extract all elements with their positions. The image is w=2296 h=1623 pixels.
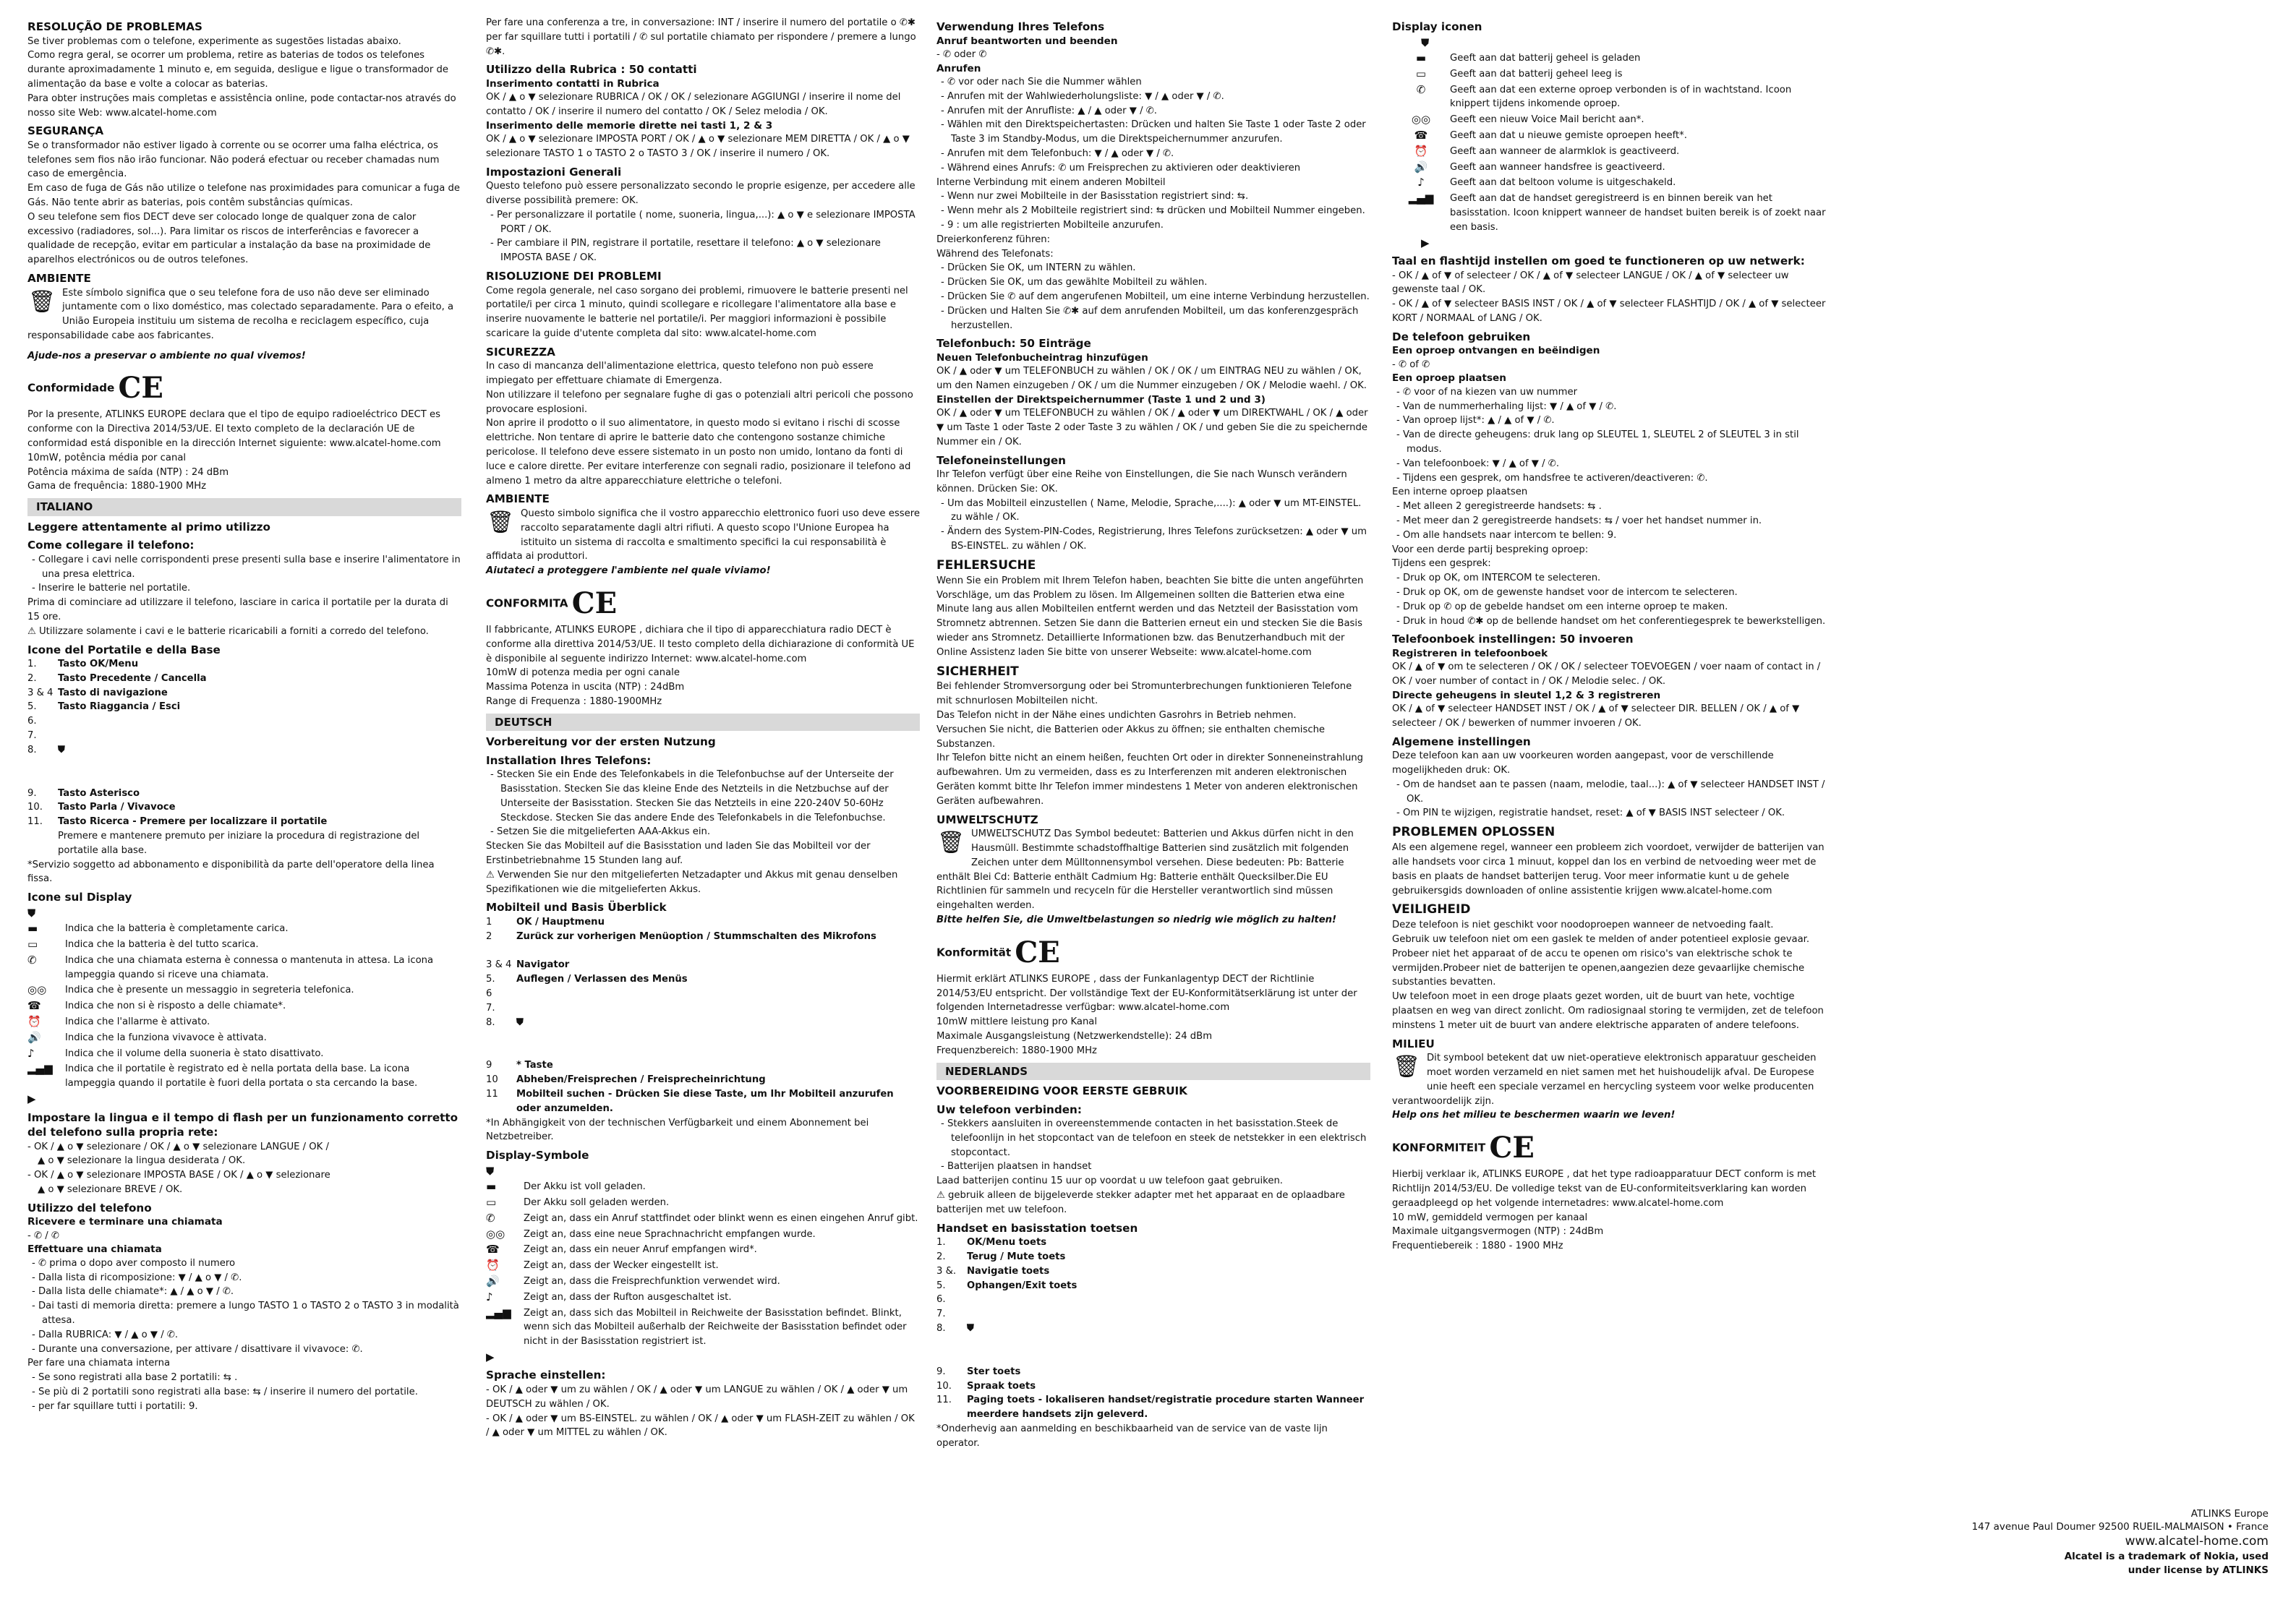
key-item: 2. Tasto Precedente / Cancella xyxy=(27,672,207,684)
list-item: - Van de directe geheugens: druk lang op SLEUTEL 1, SLEUTEL 2 of SLEUTEL 3 in stil modus. xyxy=(1396,429,1799,455)
paragraph: Voor een derde partij bespreking oproep: xyxy=(1392,544,1589,555)
ringer-off-icon: ♪ xyxy=(486,1290,493,1303)
key-item: 6 xyxy=(486,988,492,999)
paragraph: 10 mW, gemiddeld vermogen per kanaal xyxy=(1392,1212,1588,1223)
icon-row: ▂▄▆ Geeft aan dat de handset geregistreerd is en binnen bereik van het basisstation. Icoon knippert wanneer de handset buiten bereik is of zoekt naar een basis. xyxy=(1392,192,1826,234)
voicemail-icon: ◎◎ xyxy=(1411,113,1431,127)
speaker-icon: 🔊 xyxy=(1414,160,1428,174)
shield-icon: ⛊ xyxy=(486,1164,495,1178)
section-title: Telefonbuch: 50 Einträge xyxy=(936,337,1091,351)
section-title: Uw telefoon verbinden: xyxy=(936,1102,1082,1116)
weee-bin-icon: 🗑 xyxy=(486,509,515,535)
icon-row: 🔊 Indica che la funziona vivavoce è attivata. xyxy=(27,1030,267,1044)
alarm-icon: ⏰ xyxy=(27,1015,41,1029)
list-item: - Met meer dan 2 geregistreerde handsets: ⇆ / voer het handset nummer in. xyxy=(1396,515,1762,526)
icon-row: ▂▄▆ Zeigt an, dass sich das Mobilteil in Reichweite der Basisstation befindet. Blinkt, wenn sich das Mobilteil außerhalb der Reichweite der Basisstation befindet oder nicht in der Basisstation registriert ist. xyxy=(486,1306,907,1348)
instruction: - ✆ oder ✆ xyxy=(936,48,987,60)
section-title: AMBIENTE xyxy=(27,271,91,285)
paragraph: Premere e mantenere premuto per iniziare la procedura di registrazione del portatile alla base. xyxy=(58,831,420,856)
list-item: - Se più di 2 portatili sono registrati alla base: ⇆ / inserire il numero del portatile. xyxy=(32,1386,418,1397)
key-item: 8. ⛊ xyxy=(27,744,65,755)
icon-row: ☎ Zeigt an, dass ein neuer Anruf empfangen wird*. xyxy=(486,1243,757,1256)
icon-row: 🔊 Geeft aan wanneer handsfree is geactiveerd. xyxy=(1392,160,1826,175)
paragraph: Il fabbricante, ATLINKS EUROPE , dichiara che il tipo di apparecchiatura radio DECT è conforme alla direttiva 2014/53/UE. Il testo completo della dichiarazione di conformità UE è disponibile al seguente indirizzo Internet: www.alcatel-home.com xyxy=(486,624,915,664)
column-portuguese-italian xyxy=(27,16,461,1414)
instruction: - OK / ▲ oder ▼ um zu wählen / OK / ▲ oder ▼ um LANGUE zu wählen / OK / ▲ oder ▼ um DEUTSCH zu wählen / OK. xyxy=(486,1384,908,1410)
paragraph: Tijdens een gesprek: xyxy=(1392,558,1491,570)
paragraph: Uw telefoon moet in een droge plaats gezet worden, uit de buurt van hete, vochtige plaatsen en weg van direct zonlicht. Om radiosignaal storing te vermijden, zet de telefoon minstens 1 meter uit de buurt van andere elektrische apparaten of andere telefoons. xyxy=(1392,991,1824,1031)
paragraph: Das Telefon nicht in der Nähe eines undichten Gasrohrs in Betrieb nehmen. xyxy=(936,710,1297,721)
paragraph: Bitte helfen Sie, die Umweltbelastungen so niedrig wie möglich zu halten! xyxy=(936,914,1337,925)
trademark-note: under license by ATLINKS xyxy=(2128,1564,2269,1576)
section-title: Leggere attentamente al primo utilizzo xyxy=(27,520,270,534)
icon-row: ▂▄▆ Indica che il portatile è registrato ed è nella portata della base. La icona lampeggia quando il portatile è fuori della portata o sta cercando la base. xyxy=(27,1062,418,1089)
icon-row: ◎◎ Geeft een nieuw Voice Mail bericht aan*. xyxy=(1392,113,1826,127)
paragraph: Laad batterijen continu 15 uur op voordat u uw telefoon gaat gebruiken. xyxy=(936,1176,1283,1187)
list-item: - ✆ voor of na kiezen van uw nummer xyxy=(1396,386,1577,398)
section-title: Utilizzo della Rubrica : 50 contatti xyxy=(486,63,697,77)
section-title: SEGURANÇA xyxy=(27,124,104,138)
icon-row: ♪ Geeft aan dat beltoon volume is uitgeschakeld. xyxy=(1392,176,1826,190)
list-item: - Batterijen plaatsen in handset xyxy=(941,1161,1092,1173)
paragraph: O seu telefone sem fios DECT deve ser colocado longe de qualquer zona de calor excessivo (radiadores, sol...). Para limitar os riscos de interferências e favorecer a qualidade de recepção, evitar em particular a instalação da base na proximidade de aparelhos electrónicos ou de outros telefones. xyxy=(27,211,431,266)
alarm-icon: ⏰ xyxy=(1414,144,1428,158)
section-title: SICUREZZA xyxy=(486,345,555,359)
list-item: - Tijdens een gesprek, om handsfree te activeren/deactiveren: ✆. xyxy=(1396,472,1708,484)
instruction: ▲ o ▼ selezionare BREVE / OK. xyxy=(38,1183,183,1195)
section-title: AMBIENTE xyxy=(486,492,550,506)
key-item: 2. Terug / Mute toets xyxy=(936,1251,1066,1262)
paragraph: Massima Potenza in uscita (NTP) : 24dBm xyxy=(486,682,685,693)
warning-note: ⚠ gebruik alleen de bijgeleverde stekker adapter met het apparaat en de oplaadbare batterijen met uw telefoon. xyxy=(936,1190,1345,1215)
warning-note: ⚠ Verwenden Sie nur den mitgelieferten Netzadapter und Akkus mit genau denselben Spezifikationen wie die mitgelieferten Akkus. xyxy=(486,869,898,895)
paragraph: Frequentiebereik : 1880 - 1900 MHz xyxy=(1392,1241,1563,1252)
instruction: ▲ o ▼ selezionare la lingua desiderata / OK. xyxy=(38,1155,246,1167)
icon-row: ✆ Zeigt an, dass ein Anruf stattfindet oder blinkt wenn es einen eingehen Anruf gibt. xyxy=(486,1211,918,1225)
weee-bin-icon: 🗑 xyxy=(27,288,56,314)
footnote: *In Abhängigkeit von der technischen Verfügbarkeit und einem Abonnement bei Netzbetreiber. xyxy=(486,1117,869,1143)
section-title: KONFORMITEIT xyxy=(1392,1141,1486,1155)
section-title: PROBLEMEN OPLOSSEN xyxy=(1392,825,1555,840)
paragraph: Em caso de fuga de Gás não utilize o telefone nas proximidades para comunicar a fuga de Gás. Não tente abrir as baterias, pois contêm substâncias químicas. xyxy=(27,183,461,208)
paragraph: 10mW mittlere leistung pro Kanal xyxy=(936,1016,1098,1028)
list-item: - Anrufen mit der Anrufliste: ▲ / ▲ oder ▼ / ✆. xyxy=(941,105,1157,116)
battery-full-icon: ▬ xyxy=(486,1180,497,1194)
paragraph: Ihr Telefon bitte nicht an einem heißen, feuchten Ort oder in direkter Sonneneinstrahlung aufbewahren. Um zu vermeiden, dass es zu Interferenzen mit anderen elektronischen Geräten kommt bitte Ihr Telefon immer mindestens 1 Meter von anderen elektronischen Geräten aufbewahren. xyxy=(936,753,1364,807)
paragraph: Interne Verbindung mit einem anderen Mobilteil xyxy=(936,176,1166,188)
section-title: Display-Symbole xyxy=(486,1149,589,1162)
list-item: - Drücken Sie OK, um INTERN zu wählen. xyxy=(941,262,1136,274)
section-title: FEHLERSUCHE xyxy=(936,557,1036,573)
voicemail-icon: ◎◎ xyxy=(27,983,47,997)
list-item: - Om de handset aan te passen (naam, melodie, taal...): ▲ of ▼ selecteer HANDSET INST / OK. xyxy=(1396,779,1825,805)
paragraph: Versuchen Sie nicht, die Batterien oder Akkus zu öffnen; sie enthalten chemische Substanzen. xyxy=(936,724,1326,750)
subsection-title: Anruf beantworten und beenden xyxy=(936,35,1118,47)
section-title: Conformidade xyxy=(27,381,115,395)
key-item: 9 * Taste xyxy=(486,1060,553,1071)
list-item: - Inserire le batterie nel portatile. xyxy=(32,583,191,594)
key-item: 11 Mobilteil suchen - Drücken Sie diese Taste, um Ihr Mobilteil anzurufen oder anzumelden. xyxy=(486,1088,894,1114)
shield-icon: ⛊ xyxy=(1421,35,1430,49)
list-item: - Druk op ✆ op de gebelde handset om een interne oproep te maken. xyxy=(1396,601,1728,612)
icon-row: ▭ Der Akku soll geladen werden. xyxy=(486,1195,670,1209)
trademark-note: Alcatel is a trademark of Nokia, used xyxy=(2064,1551,2269,1563)
list-item: - Anrufen mit dem Telefonbuch: ▼ / ▲ oder ▼ / ✆. xyxy=(941,147,1174,159)
paragraph: In caso di mancanza dell'alimentazione elettrica, questo telefono non può essere impiegato per effettuare chiamate di Emergenza. xyxy=(486,361,874,387)
key-item: 10. Tasto Parla / Vivavoce xyxy=(27,802,176,813)
play-arrow-icon: ▶ xyxy=(1421,236,1430,249)
list-item: - Wählen mit den Direktspeichertasten: Drücken und halten Sie Taste 1 oder Taste 2 oder Taste 3 im Standby-Modus, um die Direktspeichernummer anzurufen. xyxy=(941,119,1366,145)
section-title: Taal en flashtijd instellen om goed te functioneren op uw netwerk: xyxy=(1392,254,1805,268)
icon-row: ✆ Geeft aan dat een externe oproep verbonden is of in wachtstand. Icoon knippert tijdens inkomende oproep. xyxy=(1392,83,1826,112)
key-item: 3 & 4 Tasto di navigazione xyxy=(27,687,168,698)
icon-row: ▭ Indica che la batteria è del tutto scarica. xyxy=(27,938,259,951)
speaker-icon: 🔊 xyxy=(27,1030,41,1044)
ce-mark-icon: CE xyxy=(1489,1131,1535,1165)
icon-row: ▬ Der Akku ist voll geladen. xyxy=(486,1180,646,1194)
list-item: - Om alle handsets naar intercom te bellen: 9. xyxy=(1396,529,1617,541)
paragraph: Para obter instruções mais completas e assistência online, pode contactar-nos através do nosso site Web: www.alcatel-home.com xyxy=(27,93,456,119)
company-footer xyxy=(1972,1507,2269,1577)
list-item: - Anrufen mit der Wahlwiederholungsliste: ▼ / ▲ oder ▼ / ✆. xyxy=(941,90,1224,102)
section-title: CONFORMITA xyxy=(486,596,568,610)
icon-row: ⏰ Zeigt an, dass der Wecker eingestellt ist. xyxy=(486,1259,719,1272)
paragraph: Per fare una conferenza a tre, in conversazione: INT / inserire il numero del portatile o ✆✱ per far squillare tutti i portatili / ✆ sul portatile chiamato per rispondere / premere a lungo ✆✱. xyxy=(486,17,916,57)
list-item: - Per personalizzare il portatile ( nome, suoneria, lingua,...): ▲ o ▼ e selezionare IMPOSTA PORT / OK. xyxy=(490,209,916,235)
paragraph: Aiutateci a proteggere l'ambiente nel quale viviamo! xyxy=(486,565,771,577)
key-item: 5. Tasto Riaggancia / Esci xyxy=(27,701,181,713)
section-title: RISOLUZIONE DEI PROBLEMI xyxy=(486,270,662,283)
list-item: - Setzen Sie die mitgelieferten AAA-Akkus ein. xyxy=(490,826,711,838)
icon-row: ▬ Geeft aan dat batterij geheel is geladen xyxy=(1392,51,1826,66)
instruction: OK / ▲ o ▼ selezionare IMPOSTA PORT / OK / ▲ o ▼ selezionare MEM DIRETTA / OK / ▲ o ▼ selezionare TASTO 1 o TASTO 2 o TASTO 3 / OK / inserire il numero / OK. xyxy=(486,134,910,159)
subsection-title: Einstellen der Direktspeichernummer (Taste 1 und 2 und 3) xyxy=(936,393,1266,406)
subsection-title: Inserimento contatti in Rubrica xyxy=(486,77,660,90)
paragraph: Este símbolo significa que o seu telefone fora de uso não deve ser eliminado juntamente com o lixo doméstico, mas colectado separadamente. Para o efeito, a União Europeia instituiu um sistema de recolha e reciclagem específico, cuja responsabilidade cabe aos fabricantes. xyxy=(27,287,454,341)
paragraph: Gebruik uw telefoon niet om een gaslek te melden of ander potentieel explosie gevaar. Probeer niet het apparaat of de accu te openen om risico's van elektrische schok te vermijden.Probeer niet de batterijen te openen,aangezien deze gevaarlijke chemische substanties bevatten. xyxy=(1392,934,1810,988)
warning-note: ⚠ Utilizzare solamente i cavi e le batterie ricaricabili a forniti a corredo del telefono. xyxy=(27,625,429,637)
key-item: 9. Ster toets xyxy=(936,1366,1021,1377)
section-title: Telefoonboek instellingen: 50 invoeren xyxy=(1392,633,1634,646)
list-item: - Dalla RUBRICA: ▼ / ▲ o ▼ / ✆. xyxy=(32,1329,179,1340)
list-item: - Drücken und Halten Sie ✆✱ auf dem anrufenden Mobilteil, um das konferenzgespräch herzustellen. xyxy=(941,305,1359,331)
subsection-title: Een oproep ontvangen en beëindigen xyxy=(1392,345,1600,357)
key-item: 6. xyxy=(936,1294,946,1306)
instruction: - ✆ of ✆ xyxy=(1392,359,1430,370)
key-item xyxy=(486,944,920,959)
signal-icon: ▂▄▆ xyxy=(1408,192,1434,205)
instruction: OK / ▲ of ▼ selecteer HANDSET INST / OK / ▲ of ▼ selecteer DIR. BELLEN / OK / ▲ of ▼ selecteer / OK / bewerken of nummer invoeren / OK. xyxy=(1392,703,1800,729)
icon-row: ♪ Indica che il volume della suoneria è stato disattivato. xyxy=(27,1046,324,1060)
key-item: 1. Tasto OK/Menu xyxy=(27,659,139,670)
paragraph: Wenn Sie ein Problem mit Ihrem Telefon haben, beachten Sie bitte die unten angeführten Vorschläge, um das Problem zu lösen. Im Allgemeinen sollten die Batterien etwa eine Minute lang aus allen Mobilteilen entfernt werden und das Netzteil der Basisstation vom Stromnetz abtrennen. Setzen Sie dann die Batterien erneut ein und stecken Sie die Basis wieder ans Stromnetz. Detaillierte Informationen bzw. das Benutzerhandbuch mit der Online Assistenz laden Sie bitte von unserer Webseite: www.alcatel-home.com xyxy=(936,575,1364,658)
instruction: - OK / ▲ o ▼ selezionare IMPOSTA BASE / OK / ▲ o ▼ selezionare xyxy=(27,1170,330,1181)
list-item: - Stekkers aansluiten in overeenstemmende contacten in het basisstation.Steek de telefoonlijn in het stopcontact van de telefoon en steek de netstekker in een elektrisch stopcontact. xyxy=(941,1118,1367,1158)
column-dutch xyxy=(1392,16,1826,1254)
alarm-icon: ⏰ xyxy=(486,1259,500,1272)
ringer-off-icon: ♪ xyxy=(1417,176,1425,189)
section-title: Vorbereitung vor der ersten Nutzung xyxy=(486,735,716,749)
paragraph: Maximale Ausgangsleistung (Netzwerkendstelle): 24 dBm xyxy=(936,1030,1213,1042)
paragraph: Während des Telefonats: xyxy=(936,248,1054,260)
battery-empty-icon: ▭ xyxy=(1415,67,1427,80)
instruction: OK / ▲ oder ▼ um TELEFONBUCH zu wählen / OK / OK / um EINTRAG NEU zu wählen / OK, um den Namen einzugeben / OK / um die Nummer einzugeben / OK / Melodie waehl. / OK. xyxy=(936,366,1367,391)
paragraph: Frequenzbereich: 1880-1900 MHz xyxy=(936,1045,1097,1056)
key-item: 2 Zurück zur vorherigen Menüoption / Stummschalten des Mikrofons xyxy=(486,930,876,942)
section-title: Telefoneinstellungen xyxy=(936,453,1066,467)
ce-mark-icon: CE xyxy=(118,371,163,406)
footnote: *Servizio soggetto ad abbonamento e disponibilità da parte dell'operatore della linea fissa. xyxy=(27,859,435,885)
key-item: 3 & 4 Navigator xyxy=(486,959,570,971)
section-title: UMWELTSCHUTZ xyxy=(936,813,1038,826)
key-item: 10. Spraak toets xyxy=(936,1380,1036,1392)
paragraph: Ihr Telefon verfügt über eine Reihe von Einstellungen, die Sie nach Wunsch verändern können. Drücken Sie: OK. xyxy=(936,469,1347,494)
icon-row: ◎◎ Zeigt an, dass eine neue Sprachnachricht empfangen wurde. xyxy=(486,1227,816,1241)
subsection-title: Neuen Telefonbucheintrag hinzufügen xyxy=(936,351,1148,364)
section-title: Installation Ihres Telefons: xyxy=(486,753,652,767)
list-item: - Druk op OK, om INTERCOM te selecteren. xyxy=(1396,573,1601,584)
language-banner: DEUTSCH xyxy=(486,714,920,732)
key-item: 6. xyxy=(27,716,37,727)
key-item: 7. xyxy=(27,730,37,742)
icon-row: ⏰ Indica che l'allarme è attivato. xyxy=(27,1015,210,1029)
column-german-dutch xyxy=(936,16,1370,1451)
subsection-title: Directe geheugens in sleutel 1,2 & 3 registreren xyxy=(1392,689,1661,701)
column-italian-german xyxy=(486,16,920,1440)
list-item: - Met alleen 2 geregistreerde handsets: ⇆ . xyxy=(1396,501,1602,513)
list-item: - ✆ prima o dopo aver composto il numero xyxy=(32,1257,236,1269)
key-item: 9. Tasto Asterisco xyxy=(27,787,140,799)
list-item: - per far squillare tutti i portatili: 9. xyxy=(32,1400,198,1412)
battery-empty-icon: ▭ xyxy=(486,1195,497,1209)
icon-row: ✆ Indica che una chiamata esterna è connessa o mantenuta in attesa. La icona lampeggia quando si riceve una chiamata. xyxy=(27,953,434,980)
list-item: - Collegare i cavi nelle corrispondenti prese presenti sulla base e inserire l'alimentatore in una presa elettrica. xyxy=(32,554,461,580)
website-link[interactable]: www.alcatel-home.com xyxy=(2125,1534,2269,1549)
paragraph: UMWELTSCHUTZ Das Symbol bedeutet: Batterien und Akkus dürfen nicht in den Hausmüll. Bestimmte schadstoffhaltige Batterien sind zusätzlich mit folgenden Zeichen unter dem Mülltonnensymbol versehen. Diese bedeuten: Pb: Batterie enthält Blei Cd: Batterie enthält Cadmium Hg: Batterie enthält Quecksilber.Die EU Richtlinien für sammeln und recyceln für die Hersteller verantwortlich sind müssen eingehalten werden. xyxy=(936,828,1354,912)
paragraph: Een interne oproep plaatsen xyxy=(1392,487,1528,498)
language-banner: ITALIANO xyxy=(27,498,461,516)
paragraph: Dreierkonferenz führen: xyxy=(936,234,1051,245)
paragraph: Bei fehlender Stromversorgung oder bei Stromunterbrechungen funktionieren Telefone mit schnurlosen Mobilteilen nicht. xyxy=(936,681,1352,707)
key-item: 5. Ophangen/Exit toets xyxy=(936,1280,1077,1291)
signal-icon: ▂▄▆ xyxy=(27,1062,53,1076)
paragraph: Help ons het milieu te beschermen waarin we leven! xyxy=(1392,1110,1676,1121)
list-item: - Van telefoonboek: ▼ / ▲ of ▼ / ✆. xyxy=(1396,458,1560,469)
section-title: Mobilteil und Basis Überblick xyxy=(486,901,667,915)
section-title: Handset en basisstation toetsen xyxy=(936,1221,1138,1235)
list-item: - Während eines Anrufs: ✆ um Freisprechen zu aktivieren oder deaktivieren xyxy=(941,162,1301,174)
paragraph: Deze telefoon is niet geschikt voor noodoproepen wanneer de netvoeding faalt. xyxy=(1392,920,1774,931)
missed-call-icon: ☎ xyxy=(27,999,41,1013)
voicemail-icon: ◎◎ xyxy=(486,1227,505,1241)
key-item: 8. ⛊ xyxy=(936,1322,974,1334)
section-title: SICHERHEIT xyxy=(936,664,1019,679)
paragraph: Prima di cominciare ad utilizzare il telefono, lasciare in carica il portatile per la durata di 15 ore. xyxy=(27,597,448,622)
paragraph: Por la presente, ATLINKS EUROPE declara que el tipo de equipo radioeléctrico DECT es conforme con la Directiva 2014/53/UE. El texto completo de la declaración UE de conformidad está disponible en la dirección Internet siguiente: www.alcatel-home.com xyxy=(27,409,441,450)
list-item: - Wenn mehr als 2 Mobilteile registriert sind: ⇆ drücken und Mobilteil Nummer eingeben. xyxy=(941,205,1365,217)
paragraph: Stecken Sie das Mobilteil auf die Basisstation und laden Sie das Mobilteil vor der Erstinbetriebnahme 15 Stunden lang auf. xyxy=(486,841,871,867)
list-item: - 9 : um alle registrierten Mobilteile anzurufen. xyxy=(941,219,1164,231)
play-arrow-icon: ▶ xyxy=(486,1350,495,1363)
section-title: MILIEU xyxy=(1392,1037,1435,1050)
paragraph: Questo telefono può essere personalizzato secondo le proprie esigenze, per accedere alle diverse possibilità premere: OK. xyxy=(486,181,916,207)
key-item: 10 Abheben/Freisprechen / Freisprecheinrichtung xyxy=(486,1074,766,1086)
weee-bin-icon: 🗑 xyxy=(1392,1054,1421,1080)
section-title: Utilizzo del telefono xyxy=(27,1201,152,1215)
key-list xyxy=(27,657,461,758)
battery-empty-icon: ▭ xyxy=(27,938,38,951)
key-item: 1 OK / Hauptmenu xyxy=(486,916,605,928)
phone-call-icon: ✆ xyxy=(27,953,37,967)
paragraph: Come regola generale, nel caso sorgano dei problemi, rimuovere le batterie presenti nel portatile/i per circa 1 minuto, quindi scollegare e ricollegare l'alimentatore alla base e inserire nuovamente le batterie nel portatile/i. Per maggiori informazioni è possibile scaricare la guide d'utente completa dal sito: www.alcatel-home.com xyxy=(486,285,908,339)
section-title: VEILIGHEID xyxy=(1392,902,1471,917)
speaker-icon: 🔊 xyxy=(486,1274,500,1288)
battery-full-icon: ▬ xyxy=(1415,51,1427,65)
battery-full-icon: ▬ xyxy=(27,922,38,935)
icon-row: 🔊 Zeigt an, dass die Freisprechfunktion verwendet wird. xyxy=(486,1274,780,1288)
list-item: - Van oproep lijst*: ▲ / ▲ of ▼ / ✆. xyxy=(1396,415,1555,427)
section-title: RESOLUÇÃO DE PROBLEMAS xyxy=(27,20,202,33)
list-item: - Um das Mobilteil einzustellen ( Name, Melodie, Sprache,....): ▲ oder ▼ um MT-EINSTEL. zu wähle / OK. xyxy=(941,497,1362,523)
list-item: - Wenn nur zwei Mobilteile in der Basisstation registriert sind: ⇆. xyxy=(941,191,1249,202)
section-title: Display iconen xyxy=(1392,20,1482,33)
section-title: Konformität xyxy=(936,946,1012,959)
paragraph: Dit symbool betekent dat uw niet-operatieve elektronisch apparatuur gescheiden moet worden verzameld en niet samen met het huishoudelijk afval. De Europese unie heeft een speciale verzamel en hercycling systeem voor welke producenten verantwoordelijk zijn. xyxy=(1392,1053,1817,1107)
section-title: VOORBEREIDING VOOR EERSTE GEBRUIK xyxy=(936,1084,1187,1098)
section-title: Impostare la lingua e il tempo di flash per un funzionamento corretto del telefono sulla propria rete: xyxy=(27,1110,458,1139)
section-title: De telefoon gebruiken xyxy=(1392,330,1531,343)
subsection-title: Inserimento delle memorie dirette nei tasti 1, 2 & 3 xyxy=(486,119,773,132)
subsection-title: Effettuare una chiamata xyxy=(27,1243,162,1256)
list-item: - Drücken Sie ✆ auf dem angerufenen Mobilteil, um eine interne Verbindung herzustellen. xyxy=(941,291,1370,302)
list-item: - Om PIN te wijzigen, registratie handset, reset: ▲ of ▼ BASIS INST selecteer / OK. xyxy=(1396,808,1785,819)
section-title: Impostazioni Generali xyxy=(486,165,622,179)
list-item: - Stecken Sie ein Ende des Telefonkabels in die Telefonbuchse auf der Unterseite der Basisstation. Stecken Sie das kleine Ende des Netzteils in die Netzbuchse auf der Unterseite der Basisstation. Stecken Sie das Netzteils in eine 220-240V 50-60Hz Steckdose. Stecken Sie das andere Ende des Telefonkabels in die Telefonbuchse. xyxy=(490,769,894,823)
section-title: Icone del Portatile e della Base xyxy=(27,643,221,656)
paragraph: Questo simbolo significa che il vostro apparecchio elettronico fuori uso deve essere raccolto separatamente dagli altri rifiuti. A questo scopo l'Unione Europea ha istituito un sistema di raccolta e smaltimento specifici la cui responsabilità è affidata ai produttori. xyxy=(486,508,920,562)
key-item: 7. xyxy=(486,1002,495,1014)
subsection-title: Een oproep plaatsen xyxy=(1392,372,1506,385)
subsection-title: Anrufen xyxy=(936,62,981,74)
company-name: ATLINKS Europe xyxy=(2190,1508,2269,1520)
paragraph: Gama de frequência: 1880-1900 MHz xyxy=(27,481,207,492)
instruction: - OK / ▲ of ▼ selecteer BASIS INST / OK / ▲ of ▼ selecteer FLASHTIJD / OK / ▲ of ▼ selecteer KORT / NORMAAL of LANG / OK. xyxy=(1392,299,1826,324)
icon-row: ▭ Geeft aan dat batterij geheel leeg is xyxy=(1392,67,1826,82)
section-title: Sprache einstellen: xyxy=(486,1369,606,1382)
phone-call-icon: ✆ xyxy=(486,1211,495,1225)
paragraph: 10mW di potenza media per ogni canale xyxy=(486,667,680,679)
missed-call-icon: ☎ xyxy=(1414,129,1428,142)
list-item: - Drücken Sie OK, um das gewählte Mobilteil zu wählen. xyxy=(941,277,1208,288)
missed-call-icon: ☎ xyxy=(486,1243,500,1256)
ce-mark-icon: CE xyxy=(1015,935,1060,969)
list-item: - Dalla lista di ricomposizione: ▼ / ▲ o ▼ / ✆. xyxy=(32,1272,242,1283)
paragraph: Potência máxima de saída (NTP) : 24 dBm xyxy=(27,466,229,478)
paragraph: Ajude-nos a preservar o ambiente no qual vivemos! xyxy=(27,350,306,361)
paragraph: Se o transformador não estiver ligado à corrente ou se ocorrer uma falha eléctrica, os telefones sem fios não irão funcionar. Não poderá efectuar ou receber chamadas num caso de emergência. xyxy=(27,140,440,180)
instruction: - OK / ▲ o ▼ selezionare / OK / ▲ o ▼ selezionare LANGUE / OK / xyxy=(27,1141,329,1152)
list-item: - Durante una conversazione, per attivare / disattivare il vivavoce: ✆. xyxy=(32,1343,363,1355)
key-item: 7. xyxy=(936,1309,946,1320)
paragraph: Non aprire il prodotto o il suo alimentatore, in questo modo si evitano i rischi di scosse elettriche. Non tentare di aprire le batterie dato che contengono sostanze chimiche pericolose. Il telefono deve essere sistemato in un posto non umido, lontano da fonti di luce e calore dirette. Per evitare interferenze con segnali radio, posizionare il telefono ad almeno 1 metro da altre apparecchiature elettriche o telefoni. xyxy=(486,418,911,487)
ce-mark-icon: CE xyxy=(571,586,618,620)
list-item: - Se sono registrati alla base 2 portatili: ⇆ . xyxy=(32,1372,238,1384)
instruction: - OK / ▲ oder ▼ um BS-EINSTEL. zu wählen / OK / ▲ oder ▼ um FLASH-ZEIT zu wählen / OK / ▲ oder ▼ um MITTEL zu wählen / OK. xyxy=(486,1413,915,1439)
shield-icon: ⛊ xyxy=(27,906,36,920)
list-item: - Druk in houd ✆✱ op de bellende handset om het conferentiegesprek te bewerkstelligen. xyxy=(1396,615,1826,627)
paragraph: Per fare una chiamata interna xyxy=(27,1358,171,1369)
icon-row: ⏰ Geeft aan wanneer de alarmklok is geactiveerd. xyxy=(1392,145,1826,159)
paragraph: Deze telefoon kan aan uw voorkeuren worden aangepast, voor de verschillende mogelijkheden druk: OK. xyxy=(1392,750,1774,776)
paragraph: Hiermit erklärt ATLINKS EUROPE , dass der Funkanlagentyp DECT der Richtlinie 2014/53/EU entspricht. Der vollständige Text der EU-Konformitätserklärung ist unter der folgenden Internetadresse verfügbar: www.alcatel-home.com xyxy=(936,973,1357,1014)
list-item: - ✆ vor oder nach Sie die Nummer wählen xyxy=(941,77,1142,87)
key-item: 11. Tasto Ricerca - Premere per localizzare il portatile xyxy=(27,816,328,828)
ringer-off-icon: ♪ xyxy=(27,1046,35,1060)
signal-icon: ▂▄▆ xyxy=(486,1306,511,1319)
paragraph: 10mW, potência média por canal xyxy=(27,452,187,463)
paragraph: Non utilizzare il telefono per segnalare fughe di gas o potenziali altri pericoli che possono provocare esplosioni. xyxy=(486,389,913,415)
icon-row: ♪ Zeigt an, dass der Rufton ausgeschaltet ist. xyxy=(486,1290,732,1303)
icon-row: ☎ Indica che non si è risposto a delle chiamate*. xyxy=(27,999,286,1013)
key-item: 3 &. Navigatie toets xyxy=(936,1265,1050,1277)
icon-row: ▬ Indica che la batteria è completamente carica. xyxy=(27,922,289,935)
company-address: 147 avenue Paul Doumer 92500 RUEIL-MALMAISON • France xyxy=(1971,1521,2269,1533)
paragraph: Se tiver problemas com o telefone, experimente as sugestões listadas abaixo. xyxy=(27,35,401,47)
key-item: 5. Auflegen / Verlassen des Menüs xyxy=(486,974,688,985)
paragraph: Als een algemene regel, wanneer een probleem zich voordoet, verwijder de batterijen van alle handsets voor circa 1 minuut, koppel dan los en verbind de netvoeding weer met de basis en plaats de handset batterijen terug. Voor meer informatie kunt u de gehele gebruikersgids downloaden of online assistentie krijgen www.alcatel-home.com xyxy=(1392,842,1825,896)
section-title: Verwendung Ihres Telefons xyxy=(936,20,1105,33)
section-title: Icone sul Display xyxy=(27,891,132,904)
icon-row: ☎ Geeft aan dat u nieuwe gemiste oproepen heeft*. xyxy=(1392,129,1826,143)
weee-bin-icon: 🗑 xyxy=(936,830,965,856)
key-item: 11. Paging toets - lokaliseren handset/registratie procedure starten Wanneer meerdere handsets zijn geleverd. xyxy=(936,1395,1365,1421)
language-banner: NEDERLANDS xyxy=(936,1063,1370,1081)
instruction: OK / ▲ of ▼ om te selecteren / OK / OK / selecteer TOEVOEGEN / voer naam of contact in / OK / voer number of contact in / OK / Melodie selec. / OK. xyxy=(1392,661,1821,687)
phone-call-icon: ✆ xyxy=(1416,82,1426,96)
instruction: - ✆ / ✆ xyxy=(27,1230,59,1241)
list-item: - Van de nummerherhaling lijst: ▼ / ▲ of ▼ / ✆. xyxy=(1396,401,1617,412)
subsection-title: Registreren in telefoonboek xyxy=(1392,647,1548,659)
key-item: 1. OK/Menu toets xyxy=(936,1237,1047,1249)
section-title: Come collegare il telefono: xyxy=(27,539,195,552)
icon-row: ◎◎ Indica che è presente un messaggio in segreteria telefonica. xyxy=(27,983,354,997)
instruction: - OK / ▲ of ▼ of selecteer / OK / ▲ of ▼ selecteer LANGUE / OK / ▲ of ▼ selecteer uw gewenste taal / OK. xyxy=(1392,270,1789,296)
list-item: - Dalla lista delle chiamate*: ▲ / ▲ o ▼ / ✆. xyxy=(32,1286,234,1298)
list-item: - Per cambiare il PIN, registrare il portatile, resettare il telefono: ▲ o ▼ selezionare IMPOSTA BASE / OK. xyxy=(490,238,881,264)
subsection-title: Ricevere e terminare una chiamata xyxy=(27,1216,223,1228)
play-arrow-icon: ▶ xyxy=(27,1092,36,1106)
paragraph: Range di Frequenza : 1880-1900MHz xyxy=(486,695,662,707)
list-item: - Dai tasti di memoria diretta: premere a lungo TASTO 1 o TASTO 2 o TASTO 3 in modalità attesa. xyxy=(32,1301,459,1326)
section-title: Algemene instellingen xyxy=(1392,735,1531,748)
key-item: 8. ⛊ xyxy=(486,1016,524,1028)
instruction: OK / ▲ o ▼ selezionare RUBRICA / OK / OK / selezionare AGGIUNGI / inserire il nome del contatto / OK / inserire il numero del contatto / OK / Selez melodia / OK. xyxy=(486,92,901,118)
paragraph: Como regra geral, se ocorrer um problema, retire as baterias de todos os telefones durante aproximadamente 1 minuto e, em seguida, desligue e ligue o transformador de alimentação da base e volte a colocar as baterias. xyxy=(27,50,448,90)
paragraph: Maximale uitgangsvermogen (NTP) : 24dBm xyxy=(1392,1226,1604,1238)
list-item: - Ändern des System-PIN-Codes, Registrierung, Ihres Telefons zurücksetzen: ▲ oder ▼ um BS-EINSTEL. zu wählen / OK. xyxy=(941,526,1367,552)
instruction: OK / ▲ oder ▼ um TELEFONBUCH zu wählen / OK / ▲ oder ▼ um DIREKTWAHL / OK / ▲ oder ▼ um Taste 1 oder Taste 2 oder Taste 3 zu wählen / OK / und geben Sie die zu speichernde Nummer ein / OK. xyxy=(936,408,1368,447)
paragraph: Hierbij verklaar ik, ATLINKS EUROPE , dat het type radioapparatuur DECT conform is met Richtlijn 2014/53/EU. De volledige tekst van de EU-conformiteitsverklaring kan worden geraadpleegd op het volgende internetadres: www.alcatel-home.com xyxy=(1392,1169,1817,1209)
list-item: - Druk op OK, om de gewenste handset voor de intercom te selecteren. xyxy=(1396,586,1738,598)
footnote: *Onderhevig aan aanmelding en beschikbaarheid van de service van de vaste lijn operator. xyxy=(936,1423,1328,1449)
